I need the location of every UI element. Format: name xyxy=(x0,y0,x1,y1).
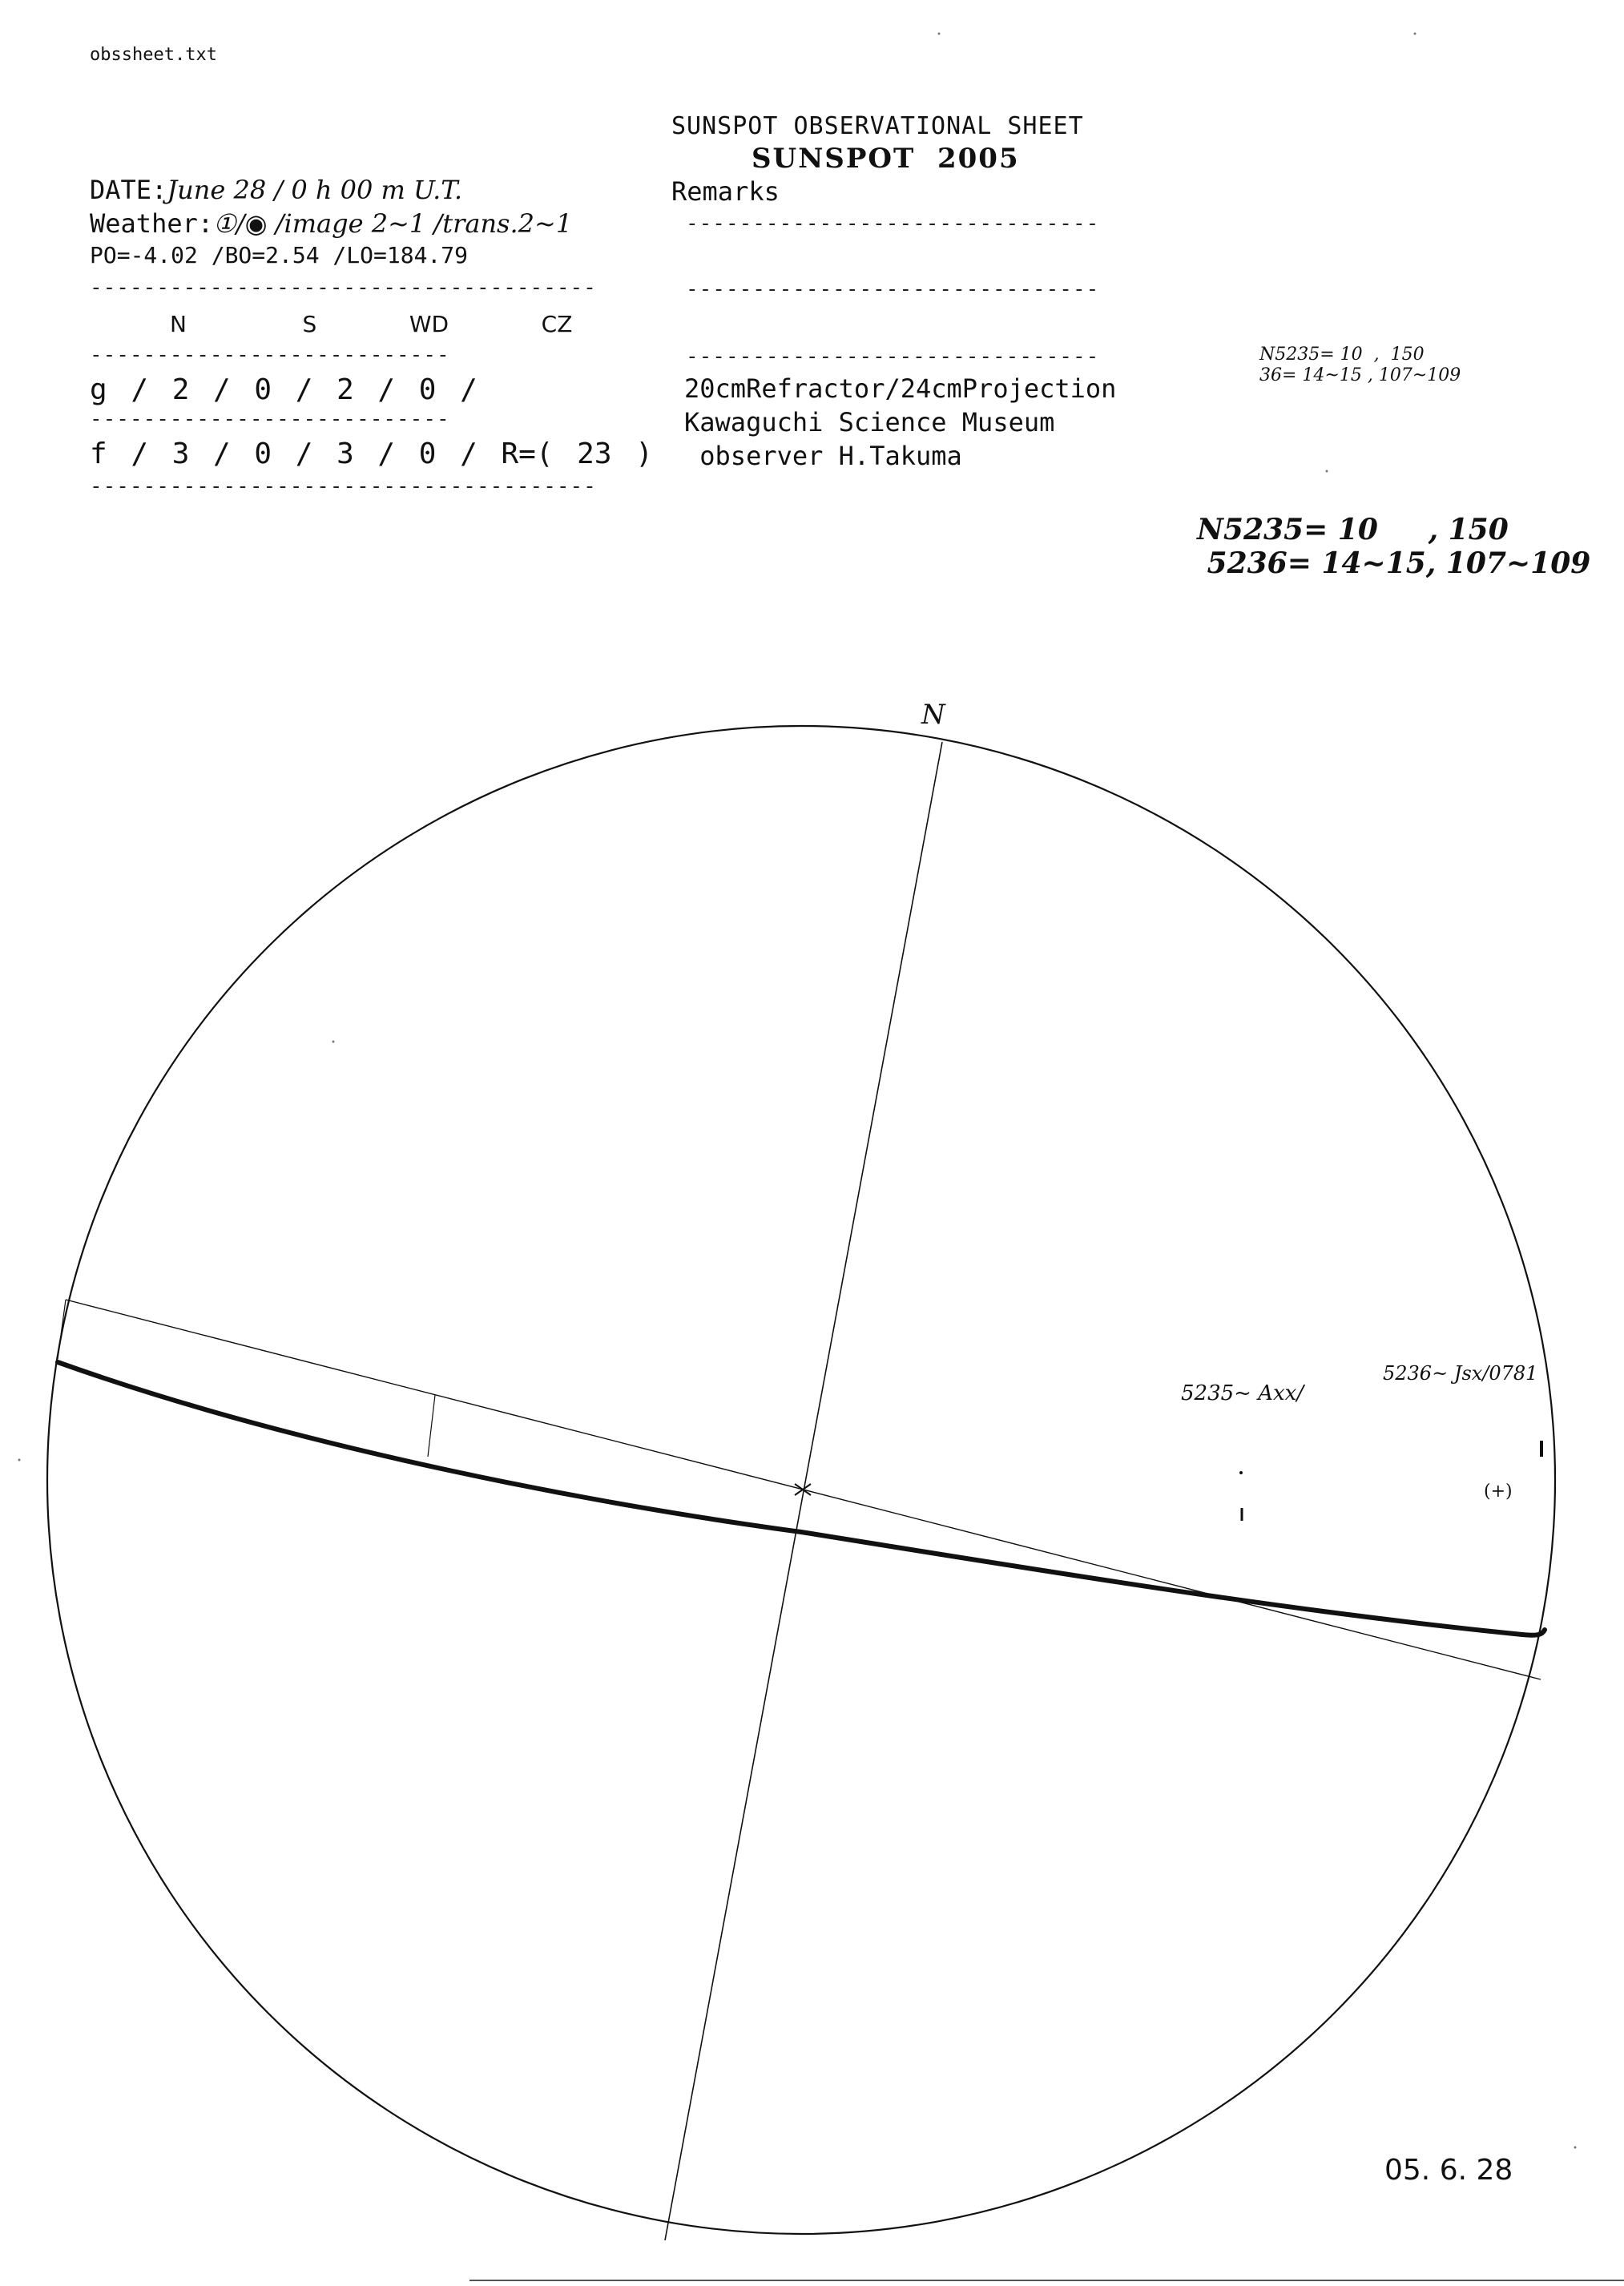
spot-label-5235: 5235~ Axx/ xyxy=(1181,1381,1304,1405)
equator-tick xyxy=(428,1395,435,1457)
solar-disk-outline xyxy=(47,726,1555,2234)
footer-date: 05. 6. 28 xyxy=(1384,2154,1513,2187)
speck xyxy=(1326,470,1328,473)
note-line: N5235= 10 , 150 xyxy=(1197,513,1509,546)
sheet-subtitle: SUNSPOT 2005 xyxy=(752,143,1020,175)
speck xyxy=(1414,33,1416,35)
institution-text: Kawaguchi Science Museum xyxy=(684,407,1055,437)
speck xyxy=(332,1041,335,1043)
observer-text: observer H.Takuma xyxy=(684,441,962,471)
instrument-text: 20cmRefractor/24cmProjection xyxy=(684,373,1117,404)
speck xyxy=(938,33,941,35)
solar-equator-curve xyxy=(58,1362,1545,1635)
speck xyxy=(1574,2147,1577,2149)
note-line: 36= 14~15 , 107~109 xyxy=(1259,365,1461,385)
remarks-line: ------------------------------- xyxy=(686,277,1100,301)
filename-label: obssheet.txt xyxy=(90,45,217,65)
po-bo-lo-row: PO=-4.02 /BO=2.54 /LO=184.79 xyxy=(90,242,469,268)
sunspot-group-symbol: (+) xyxy=(1484,1482,1513,1502)
speck xyxy=(18,1459,21,1462)
note-line: N5235= 10 , 150 xyxy=(1259,345,1425,365)
remarks-label: Remarks xyxy=(671,176,780,207)
weather-label: Weather: xyxy=(90,208,214,239)
equator-tick xyxy=(58,1300,66,1359)
polar-axis-line xyxy=(665,742,942,2240)
note-line: 5236= 14~15, 107~109 xyxy=(1197,546,1591,580)
remarks-line: ------------------------------- xyxy=(686,345,1100,369)
spot-label-5236: 5236~ Jsx/0781 xyxy=(1383,1362,1538,1385)
f-row: f / 3 / 0 / 3 / 0 / R=( 23 ) xyxy=(90,437,653,470)
divider: --------------------------- xyxy=(90,343,450,367)
north-mark: N xyxy=(921,699,945,731)
divider: -------------------------------------- xyxy=(90,276,597,300)
count-headers: N S WD CZ xyxy=(170,311,573,337)
date-value: June 28 / 0 h 00 m U.T. xyxy=(167,175,463,205)
g-row: g / 2 / 0 / 2 / 0 / xyxy=(90,373,478,406)
remarks-line: ------------------------------- xyxy=(686,212,1100,236)
divider: --------------------------- xyxy=(90,407,450,431)
sunspot-dot xyxy=(1239,1471,1243,1474)
weather-value: ①/◉ /image 2~1 /trans.2~1 xyxy=(213,208,573,239)
sheet-title: SUNSPOT OBSERVATIONAL SHEET xyxy=(671,112,1084,140)
divider: -------------------------------------- xyxy=(90,474,597,498)
date-label: DATE: xyxy=(90,175,167,205)
